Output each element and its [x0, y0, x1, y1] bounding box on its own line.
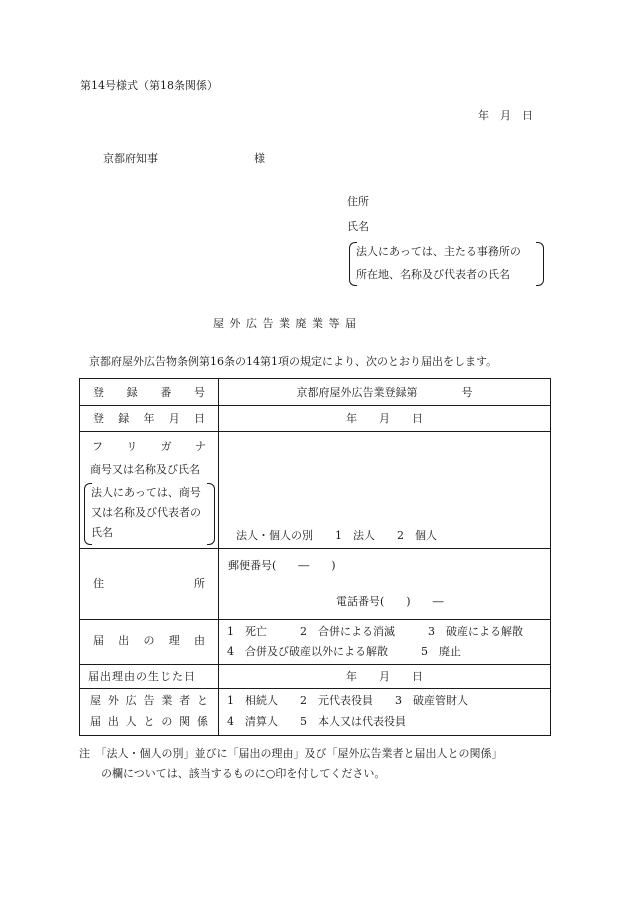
reason-options-line1[interactable]: 1 死亡 2 合併による消滅 3 破産による解散	[227, 625, 523, 638]
corp-individual-choice[interactable]: 法人・個人の別 1 法人 2 個人	[236, 529, 437, 542]
label-char: 所	[194, 577, 205, 590]
addressee-name: 京都府知事	[103, 152, 158, 165]
label-char: 登	[93, 412, 104, 425]
applicant-name-label: 氏名	[347, 220, 369, 233]
label-char: 人	[125, 715, 137, 728]
label-char: と	[196, 694, 208, 707]
trade-name-label: 商号又は名称及び氏名	[90, 463, 200, 476]
applicant-note-bracket-right	[536, 242, 544, 286]
label-char: ナ	[194, 440, 206, 453]
reg-number-label	[93, 386, 205, 400]
label-char: 由	[194, 634, 205, 647]
label-char: 出	[107, 715, 119, 728]
corp-label-line1: 法人にあっては、商号	[91, 486, 201, 499]
label-char: 日	[194, 412, 205, 425]
document-title: 屋 外 広 告 業 廃 業 等 届	[213, 317, 357, 330]
table-line	[79, 619, 551, 620]
reg-date-label	[93, 412, 205, 426]
label-char: リ	[126, 440, 138, 453]
table-line	[550, 378, 551, 736]
label-char: 関	[179, 715, 191, 728]
relation-options-line2[interactable]: 4 清算人 5 本人又は代表役員	[227, 715, 406, 728]
addressee-honorific: 様	[254, 152, 265, 165]
label-char: フ	[92, 440, 103, 453]
table-line	[79, 664, 551, 665]
label-char: ガ	[160, 440, 172, 453]
label-char: 告	[143, 694, 155, 707]
table-line	[79, 405, 551, 406]
label-char: 住	[93, 577, 104, 590]
label-char: 外	[107, 694, 119, 707]
label-char: 届	[90, 715, 101, 728]
label-char: 理	[168, 634, 180, 647]
address-label	[93, 577, 205, 591]
label-char: の	[143, 634, 155, 647]
table-line	[79, 378, 551, 379]
reg-date-value[interactable]: 年 月 日	[346, 412, 423, 425]
reason-date-label: 届出理由の生じた日	[88, 670, 196, 683]
note-line2: の欄については、該当するものに○印を付してください。	[101, 767, 386, 780]
table-line	[79, 688, 551, 689]
corp-label-line2: 又は名称及び代表者の	[91, 506, 201, 519]
label-char: 届	[93, 634, 104, 647]
label-char: 登	[93, 386, 104, 399]
applicant-address-label: 住所	[347, 195, 369, 208]
label-char: と	[143, 715, 155, 728]
label-char: 業	[161, 694, 173, 707]
table-line	[79, 378, 80, 736]
label-char: 係	[196, 715, 208, 728]
relation-label-line2	[90, 715, 208, 729]
label-char: 出	[118, 634, 130, 647]
label-char: 年	[143, 412, 155, 425]
table-line	[79, 735, 551, 736]
applicant-corp-note-line1: 法人にあっては、主たる事務所の	[356, 245, 521, 258]
label-char: の	[161, 715, 173, 728]
postal-code-field[interactable]: 郵便番号( ― )	[228, 559, 336, 572]
label-char: 録	[118, 412, 130, 425]
submission-date: 年 月 日	[478, 109, 533, 122]
reason-date-value[interactable]: 年 月 日	[346, 670, 423, 683]
label-char: 録	[126, 386, 138, 399]
table-line	[79, 548, 551, 549]
relation-label-line1	[90, 694, 208, 708]
relation-options-line1[interactable]: 1 相続人 2 元代表役員 3 破産管財人	[227, 694, 468, 707]
form-number: 第14号様式（第18条関係）	[80, 79, 218, 92]
phone-number-field[interactable]: 電話番号( ) ―	[336, 595, 444, 608]
label-char: 広	[125, 694, 137, 707]
label-char: 屋	[90, 694, 101, 707]
label-char: 号	[193, 386, 205, 399]
furigana-label	[92, 440, 206, 454]
corp-label-line3: 氏名	[91, 526, 113, 539]
reason-options-line2[interactable]: 4 合併及び破産以外による解散 5 廃止	[227, 645, 461, 658]
corp-label-bracket-right	[207, 483, 215, 545]
note-line1: 注 「法人・個人の別」並びに「届出の理由」及び「屋外広告業者と届出人との関係」	[79, 747, 503, 760]
applicant-corp-note-line2: 所在地、名称及び代表者の氏名	[356, 268, 510, 281]
label-char: 月	[168, 412, 180, 425]
label-char: 番	[160, 386, 172, 399]
intro-statement: 京都府屋外広告物条例第16条の14第1項の規定により、次のとおり届出をします。	[89, 355, 498, 368]
reason-label	[93, 634, 205, 648]
reg-number-value[interactable]: 京都府屋外広告業登録第 号	[296, 386, 473, 399]
table-line	[79, 431, 551, 432]
label-char: 者	[179, 694, 191, 707]
